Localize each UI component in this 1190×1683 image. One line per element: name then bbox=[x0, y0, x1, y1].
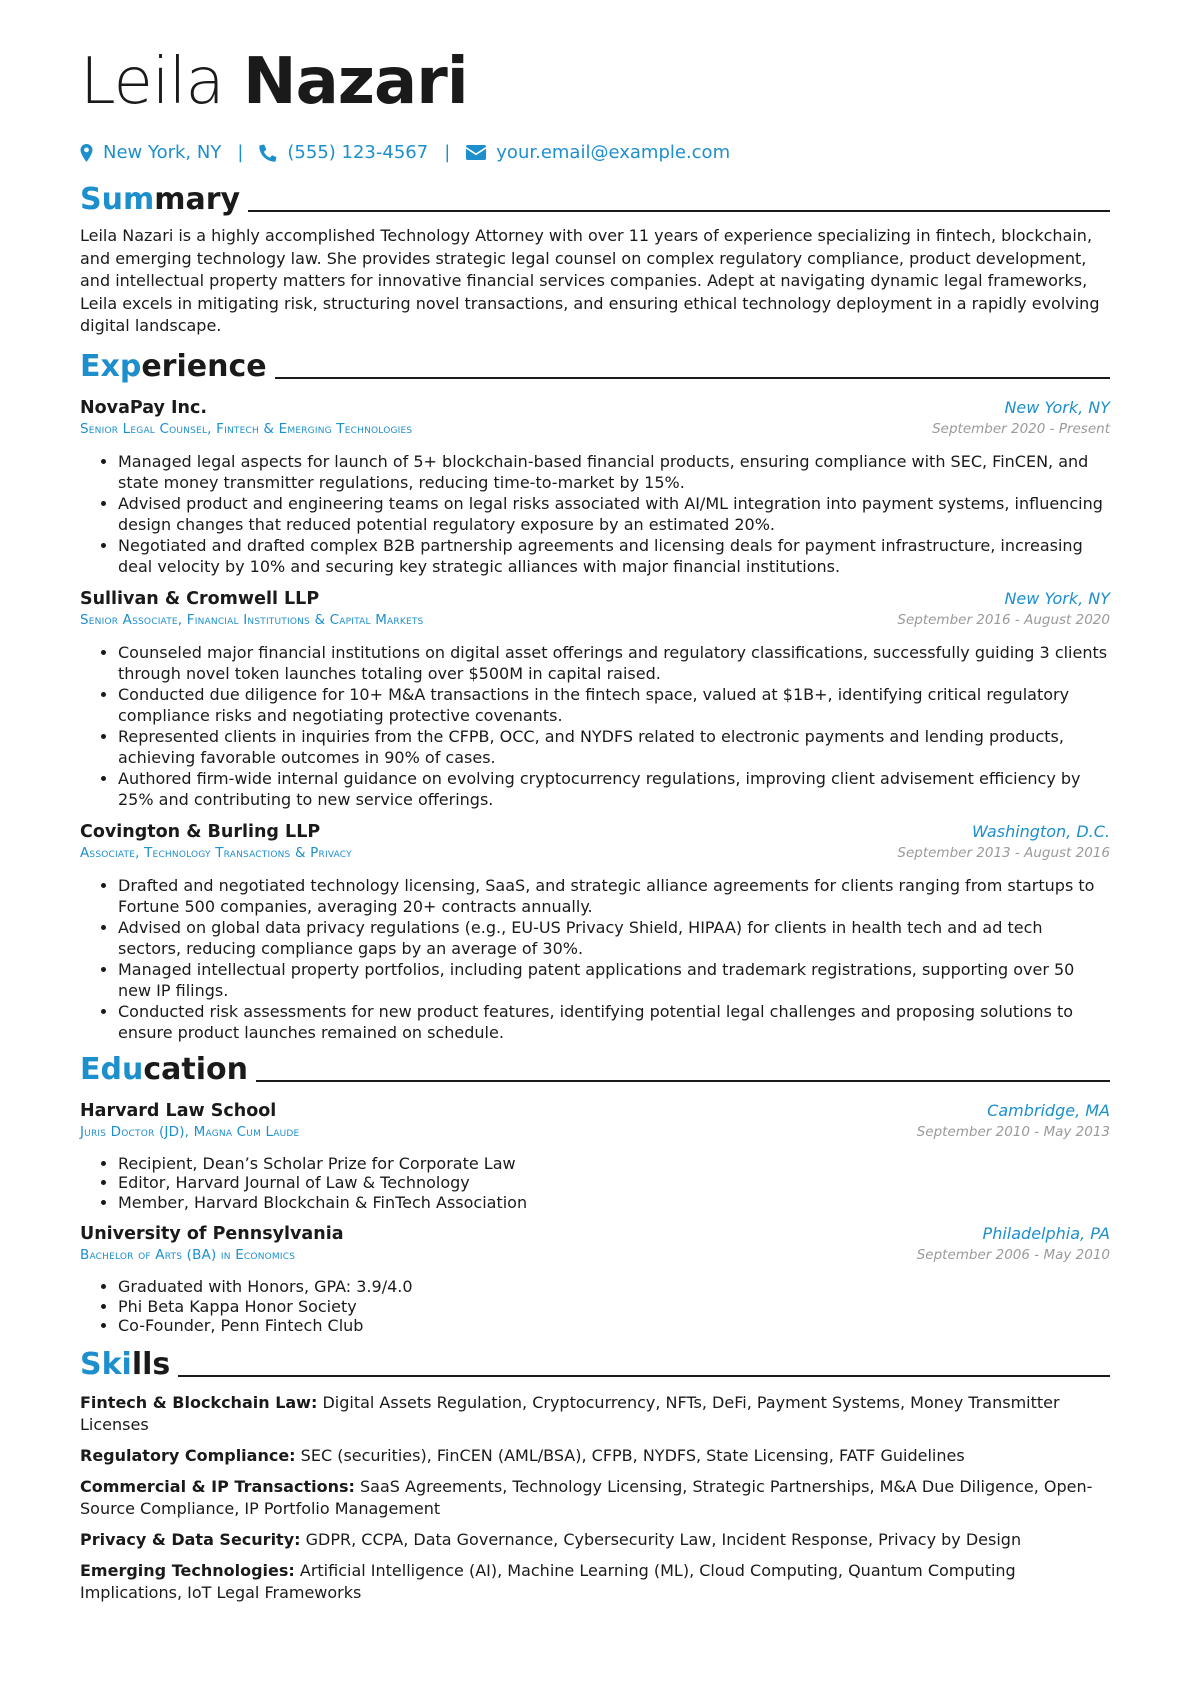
skill-list: Artificial Intelligence (AI), Machine Learning (ML), Cloud Computing, Quantum Computing Implications, IoT Legal Frameworks bbox=[80, 1560, 1016, 1602]
bullet-item: • Editor, Harvard Journal of Law & Technology bbox=[118, 1173, 1110, 1193]
skill-category: Emerging Technologies: bbox=[80, 1560, 295, 1580]
section-title-rest: mary bbox=[154, 182, 241, 217]
section-title bbox=[80, 182, 241, 217]
entry-dates: September 2010 - May 2013 bbox=[916, 1123, 1110, 1140]
entry-location: New York, NY bbox=[1004, 588, 1110, 608]
skill-list: SEC (securities), FinCEN (AML/BSA), CFPB, NYDFS, State Licensing, FATF Guidelines bbox=[300, 1445, 965, 1465]
bullet-item: • Authored firm-wide internal guidance on evolving cryptocurrency regulations, improving client advisement efficiency by 25% and contributing to new service offerings. bbox=[118, 768, 1110, 810]
skill-row bbox=[80, 1560, 1110, 1604]
bullet-item: • Represented clients in inquiries from the CFPB, OCC, and NYDFS related to electronic payments and lending products, achieving favorable outcomes in 90% of cases. bbox=[118, 726, 1110, 768]
contact-location bbox=[80, 142, 221, 163]
entry-dates: September 2016 - August 2020 bbox=[897, 611, 1110, 628]
entry-dates: September 2006 - May 2010 bbox=[916, 1247, 1110, 1263]
section-title bbox=[80, 348, 267, 384]
entry-subheader bbox=[80, 421, 1110, 437]
bullet-item: • Advised on global data privacy regulations (e.g., EU-US Privacy Shield, HIPAA) for clients in health tech and ad tech sectors, reducing compliance gaps by an average of 30%. bbox=[118, 917, 1110, 959]
section-title-accent: Sum bbox=[80, 182, 155, 217]
phone-text[interactable]: (555) 123-4567 bbox=[287, 142, 429, 163]
section-rule bbox=[275, 377, 1110, 379]
job-title: Senior Legal Counsel, Fintech & Emerging Technologies bbox=[80, 420, 413, 437]
section-title-accent: Exp bbox=[80, 348, 142, 384]
envelope-icon bbox=[466, 145, 486, 160]
section-rule bbox=[256, 1080, 1110, 1082]
skill-list: Digital Assets Regulation, Cryptocurrency, NFTs, DeFi, Payment Systems, Money Transmitter Licenses bbox=[80, 1392, 1060, 1434]
bullet-item: • Member, Harvard Blockchain & FinTech Association bbox=[118, 1193, 1110, 1213]
bullet-item: • Advised product and engineering teams on legal risks associated with AI/ML integration into payment systems, influencing design changes that reduced potential regulatory exposure by an estimated 20%. bbox=[118, 493, 1110, 535]
entry-header bbox=[80, 1101, 1110, 1121]
map-pin-icon bbox=[80, 144, 93, 162]
entry-subheader bbox=[80, 1124, 1110, 1140]
email-link[interactable]: your.email@example.com bbox=[496, 142, 731, 163]
entry-subheader bbox=[80, 612, 1110, 628]
employer-name: Covington & Burling LLP bbox=[80, 821, 321, 842]
contact-separator: | bbox=[237, 142, 244, 163]
section-title bbox=[80, 1346, 171, 1382]
contact-email[interactable] bbox=[466, 142, 730, 163]
entry-header bbox=[80, 589, 1110, 609]
school-name: Harvard Law School bbox=[80, 1100, 277, 1121]
section-title-accent: Ski bbox=[80, 1346, 132, 1382]
school-name: University of Pennsylvania bbox=[80, 1224, 344, 1244]
entry-header bbox=[80, 398, 1110, 418]
entry-header bbox=[80, 1224, 1110, 1244]
bullet-item: • Graduated with Honors, GPA: 3.9/4.0 bbox=[118, 1277, 1110, 1297]
skill-row bbox=[80, 1392, 1110, 1436]
bullet-item: • Managed intellectual property portfolios, including patent applications and trademark registrations, supporting over 50 new IP filings. bbox=[118, 959, 1110, 1001]
skill-list: SaaS Agreements, Technology Licensing, Strategic Partnerships, M&A Due Diligence, Open-Source Compliance, IP Portfolio Management bbox=[80, 1476, 1093, 1518]
section-title-rest: lls bbox=[131, 1346, 171, 1382]
degree: Bachelor of Arts (BA) in Economics bbox=[80, 1247, 296, 1263]
bullet-item: • Phi Beta Kappa Honor Society bbox=[118, 1297, 1110, 1317]
entry-subheader bbox=[80, 845, 1110, 861]
section-title-rest: erience bbox=[141, 348, 267, 384]
bullet-list bbox=[80, 1154, 1110, 1213]
contact-separator: | bbox=[444, 142, 451, 163]
skills-heading bbox=[80, 1346, 1110, 1382]
candidate-name bbox=[80, 45, 1110, 119]
skill-row bbox=[80, 1476, 1110, 1520]
bullet-item: • Conducted risk assessments for new product features, identifying potential legal challenges and proposing solutions to ensure product launches remained on schedule. bbox=[118, 1001, 1110, 1043]
entry-dates: September 2020 - Present bbox=[932, 420, 1110, 437]
bullet-item: • Conducted due diligence for 10+ M&A transactions in the fintech space, valued at $1B+, identifying critical regulatory compliance risks and negotiating protective covenants. bbox=[118, 684, 1110, 726]
section-title bbox=[80, 1051, 248, 1087]
entry-location: Philadelphia, PA bbox=[982, 1224, 1110, 1243]
entry-subheader bbox=[80, 1247, 1110, 1263]
experience-entry bbox=[80, 398, 1110, 577]
entry-header bbox=[80, 822, 1110, 842]
employer-name: Sullivan & Cromwell LLP bbox=[80, 588, 320, 609]
education-heading bbox=[80, 1051, 1110, 1087]
skill-category: Fintech & Blockchain Law: bbox=[80, 1392, 318, 1412]
bullet-list bbox=[80, 642, 1110, 810]
skill-category: Privacy & Data Security: bbox=[80, 1529, 301, 1549]
skill-category: Commercial & IP Transactions: bbox=[80, 1476, 355, 1496]
phone-icon bbox=[259, 144, 277, 162]
entry-dates: September 2013 - August 2016 bbox=[897, 844, 1110, 861]
summary-heading bbox=[80, 182, 1110, 217]
bullet-item: • Negotiated and drafted complex B2B partnership agreements and licensing deals for payment infrastructure, increasing deal velocity by 10% and securing key strategic alliances with major financial institutions. bbox=[118, 535, 1110, 577]
bullet-list bbox=[80, 451, 1110, 577]
bullet-list bbox=[80, 875, 1110, 1043]
skill-list: GDPR, CCPA, Data Governance, Cybersecurity Law, Incident Response, Privacy by Design bbox=[305, 1529, 1022, 1549]
entry-location: Washington, D.C. bbox=[971, 821, 1110, 841]
experience-entry bbox=[80, 822, 1110, 1043]
bullet-item: • Recipient, Dean’s Scholar Prize for Corporate Law bbox=[118, 1154, 1110, 1174]
location-text: New York, NY bbox=[103, 142, 222, 163]
bullet-item: • Drafted and negotiated technology licensing, SaaS, and strategic alliance agreements for clients ranging from startups to Fortune 500 companies, averaging 20+ contracts annually. bbox=[118, 875, 1110, 917]
degree: Juris Doctor (JD), Magna Cum Laude bbox=[80, 1123, 300, 1140]
section-rule bbox=[178, 1375, 1110, 1377]
job-title: Associate, Technology Transactions & Privacy bbox=[80, 844, 352, 861]
education-entry bbox=[80, 1224, 1110, 1336]
section-title-rest: cation bbox=[143, 1051, 248, 1087]
experience-entry bbox=[80, 589, 1110, 810]
experience-heading bbox=[80, 348, 1110, 384]
contact-bar bbox=[80, 142, 1110, 163]
entry-location: Cambridge, MA bbox=[987, 1100, 1110, 1120]
bullet-item: • Co-Founder, Penn Fintech Club bbox=[118, 1316, 1110, 1336]
bullet-item: • Counseled major financial institutions on digital asset offerings and regulatory classifications, successfully guiding 3 clients through novel token launches totaling over $500M in capital raised. bbox=[118, 642, 1110, 684]
skill-row bbox=[80, 1529, 1110, 1551]
last-name: Nazari bbox=[243, 45, 468, 119]
skill-row bbox=[80, 1445, 1110, 1467]
section-rule bbox=[248, 210, 1110, 212]
skill-category: Regulatory Compliance: bbox=[80, 1445, 296, 1465]
first-name: Leila bbox=[80, 45, 224, 119]
contact-phone[interactable] bbox=[259, 142, 428, 163]
bullet-list bbox=[80, 1277, 1110, 1336]
employer-name: NovaPay Inc. bbox=[80, 397, 208, 418]
bullet-item: • Managed legal aspects for launch of 5+ blockchain-based financial products, ensuring compliance with SEC, FinCEN, and state money transmitter regulations, reducing time-to-market by 15%. bbox=[118, 451, 1110, 493]
summary-text: Leila Nazari is a highly accomplished Technology Attorney with over 11 years of experience specializing in fintech, blockchain, and emerging technology law. She provides strategic legal counsel on complex regulatory compliance, product development, and intellectual property matters for innovative financial services companies. Adept at navigating dynamic legal frameworks, Leila excels in mitigating risk, structuring novel transactions, and ensuring ethical technology deployment in a rapidly evolving digital landscape. bbox=[80, 226, 1100, 335]
job-title: Senior Associate, Financial Institutions & Capital Markets bbox=[80, 611, 424, 628]
section-title-accent: Edu bbox=[80, 1051, 144, 1087]
education-entry bbox=[80, 1101, 1110, 1213]
entry-location: New York, NY bbox=[1004, 397, 1110, 417]
